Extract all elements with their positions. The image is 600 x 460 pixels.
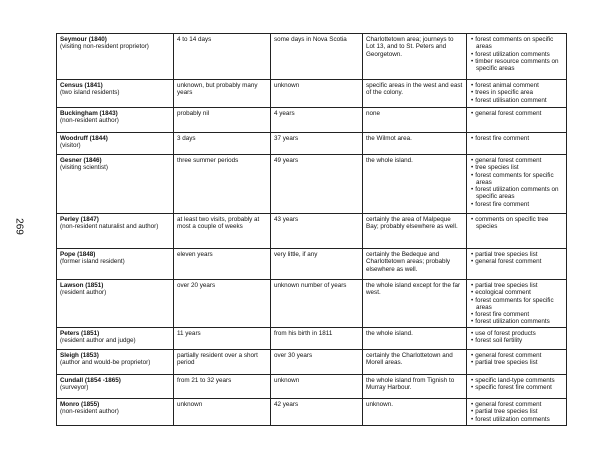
source-role: (two island residents) [60,89,120,97]
comments-list [470,377,563,392]
visit-duration-cell: unknown [174,399,271,426]
comment-item: • general forest comment [470,110,563,117]
residence-cell: 4 years [271,108,363,133]
comment-item: • partial tree species list [470,408,563,415]
table-row [57,375,567,399]
comments-list [470,157,563,208]
comments-cell [467,34,567,80]
source-cell [57,108,174,133]
comment-item: • forest utilization comments [470,51,563,58]
comment-item: • forest soil fertility [470,337,563,344]
visit-duration-cell: three summer periods [174,155,271,214]
comment-item: • forest comments on specific areas [470,36,563,51]
table-row [57,34,567,80]
source-role: (non-resident naturalist and author) [60,223,159,231]
area-cell: none [363,108,467,133]
visit-duration-cell: at least two visits, probably at most a couple of weeks [174,214,271,249]
comments-cell [467,375,567,399]
area-cell: specific areas in the west and east of the colony. [363,80,467,108]
comments-cell [467,249,567,280]
comments-list [470,36,563,72]
source-role: (visiting scientist) [60,164,108,172]
comment-item: • forest fire comment [470,311,563,318]
area-cell: certainly the area of Malpeque Bay; probably elsewhere as well. [363,214,467,249]
source-cell [57,328,174,350]
area-cell: certainly the Bedeque and Charlottetown areas; probably elsewhere as well. [363,249,467,280]
table-body [57,34,567,426]
table-row [57,280,567,328]
source-name: Seymour (1840) [60,36,107,43]
area-cell: the whole island. [363,155,467,214]
comment-item: • forest utilization comments on specific areas [470,186,563,201]
comments-list [470,82,563,104]
comment-item: • partial tree species list [470,282,563,289]
source-name: Perley (1847) [60,216,99,223]
source-role: (resident author and judge) [60,337,136,345]
source-name: Woodruff (1844) [60,135,108,142]
source-name: Peters (1851) [60,330,100,337]
comment-item: • forest comments for specific areas [470,297,563,312]
visit-duration-cell: 3 days [174,133,271,155]
table-row [57,108,567,133]
visit-duration-cell: 11 years [174,328,271,350]
table-row [57,214,567,249]
comment-item: • forest utilization comments [470,416,563,423]
residence-cell: 43 years [271,214,363,249]
table-row [57,350,567,375]
source-cell [57,214,174,249]
comment-item: • forest utilisation comment [470,97,563,104]
comment-item: • specific forest fire comment [470,384,563,391]
residence-cell: unknown number of years [271,280,363,328]
comments-list [470,251,563,266]
source-name: Census (1841) [60,82,103,89]
comments-cell [467,350,567,375]
residence-cell: 49 years [271,155,363,214]
source-name: Pope (1848) [60,251,96,258]
source-cell [57,399,174,426]
comments-cell [467,214,567,249]
comments-list [470,282,563,326]
area-cell: unknown. [363,399,467,426]
source-cell [57,375,174,399]
table-row [57,249,567,280]
comments-cell [467,133,567,155]
page-number: 269 [13,218,25,235]
source-role: (author and would-be proprietor) [60,359,151,367]
residence-cell: unknown [271,80,363,108]
source-cell [57,350,174,375]
table-row [57,133,567,155]
residence-cell: 42 years [271,399,363,426]
comments-list [470,216,563,231]
comment-item: • tree species list [470,164,563,171]
residence-cell: very little, if any [271,249,363,280]
residence-cell: over 30 years [271,350,363,375]
source-name: Cundall (1854 -1865) [60,377,121,384]
comment-item: • forest utilization comments [470,318,563,325]
source-role: (resident author) [60,289,107,297]
comment-item: • forest fire comment [470,201,563,208]
table-row [57,328,567,350]
comment-item: • general forest comment [470,352,563,359]
source-cell [57,80,174,108]
comment-item: • specific land-type comments [470,377,563,384]
visit-duration-cell: over 20 years [174,280,271,328]
source-cell [57,133,174,155]
source-role: (surveyor) [60,384,89,392]
source-role: (visitor) [60,142,81,150]
comments-list [470,110,563,117]
source-name: Sleigh (1853) [60,352,99,359]
source-role: (visiting non-resident proprietor) [60,43,149,51]
comment-item: • forest comments for specific areas [470,172,563,187]
comments-cell [467,80,567,108]
source-name: Buckingham (1843) [60,110,118,117]
comments-list [470,401,563,423]
source-cell [57,34,174,80]
visit-duration-cell: eleven years [174,249,271,280]
sources-table [56,33,567,426]
comments-cell [467,108,567,133]
comment-item: • partial tree species list [470,251,563,258]
area-cell: the whole island. [363,328,467,350]
comments-list [470,330,563,345]
visit-duration-cell: partially resident over a short period [174,350,271,375]
source-cell [57,155,174,214]
comment-item: • forest animal comment [470,82,563,89]
source-name: Lawson (1851) [60,282,104,289]
comment-item: • trees in specific area [470,89,563,96]
comment-item: • partial tree species list [470,359,563,366]
visit-duration-cell: probably nil [174,108,271,133]
comments-cell [467,328,567,350]
comment-item: • general forest comment [470,258,563,265]
source-role: (former island resident) [60,258,125,266]
comment-item: • general forest comment [470,157,563,164]
comments-cell [467,155,567,214]
area-cell: certainly the Charlottetown and Morell areas. [363,350,467,375]
residence-cell: unknown [271,375,363,399]
comments-list [470,352,563,367]
visit-duration-cell: unknown, but probably many years [174,80,271,108]
comments-cell [467,280,567,328]
table-row [57,155,567,214]
table-row [57,399,567,426]
comment-item: • ecological comment [470,289,563,296]
comment-item: • general forest comment [470,401,563,408]
comment-item: • use of forest products [470,330,563,337]
area-cell: the whole island from Tignish to Murray Harbour. [363,375,467,399]
visit-duration-cell: from 21 to 32 years [174,375,271,399]
source-name: Gesner (1846) [60,157,102,164]
area-cell: Charlottetown area; journeys to Lot 13, and to St. Peters and Georgetown. [363,34,467,80]
source-name: Monro (1855) [60,401,100,408]
area-cell: the Wilmot area. [363,133,467,155]
source-role: (non-resident author) [60,408,119,416]
comment-item: • forest fire comment [470,135,563,142]
source-cell [57,249,174,280]
comments-list [470,135,563,142]
area-cell: the whole island except for the far west. [363,280,467,328]
table-row [57,80,567,108]
comment-item: • timber resource comments on specific areas [470,58,563,73]
residence-cell: 37 years [271,133,363,155]
visit-duration-cell: 4 to 14 days [174,34,271,80]
residence-cell: from his birth in 1811 [271,328,363,350]
source-role: (non-resident author) [60,117,119,125]
source-cell [57,280,174,328]
residence-cell: some days in Nova Scotia [271,34,363,80]
comments-cell [467,399,567,426]
comment-item: • comments on specific tree species [470,216,563,231]
